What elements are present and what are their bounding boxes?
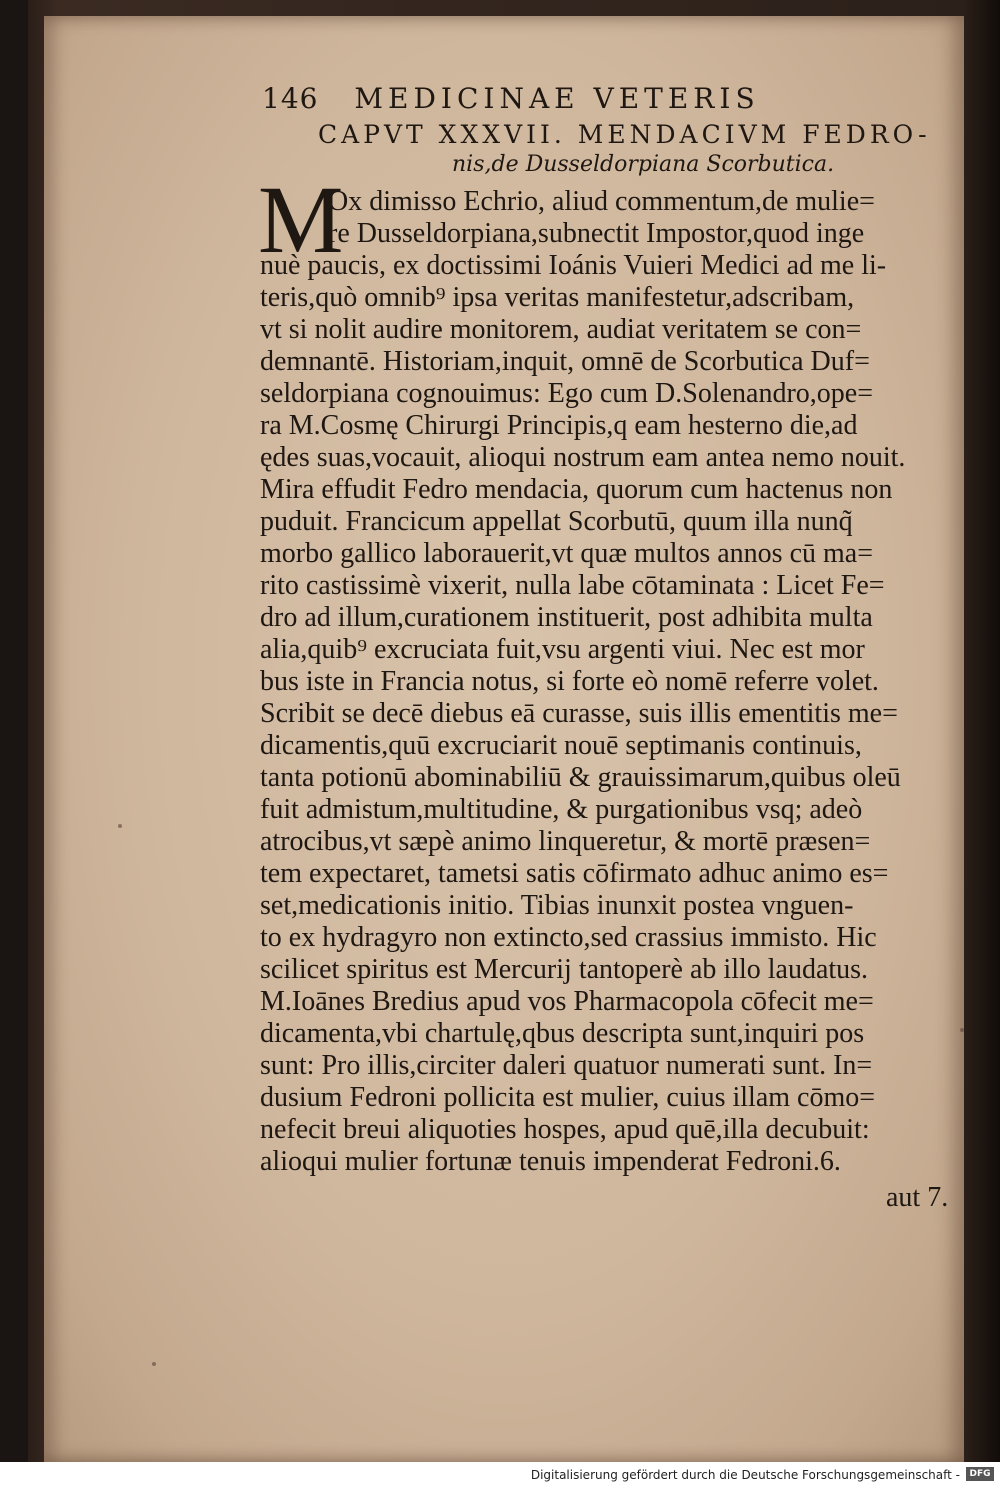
- text-line: set,medicationis initio. Tibias inunxit postea vnguen-: [260, 890, 854, 921]
- text-line: re Dusseldorpiana,subnectit Impostor,quod inge: [328, 218, 865, 249]
- text-line: alia,quib⁹ excruciata fuit,vsu argenti viui. Nec est mor: [260, 634, 865, 665]
- text-line: M.Ioānes Bredius apud vos Pharmacopola cōfecit me=: [260, 986, 874, 1017]
- page-number: 146: [262, 82, 319, 115]
- text-line: Ox dimisso Echrio, aliud commentum,de mulie=: [328, 186, 875, 217]
- last-line: aut 7.: [886, 1182, 949, 1213]
- paper-speck: [152, 1362, 156, 1366]
- text-line: Scribit se decē diebus eā curasse, suis illis ementitis me=: [260, 698, 898, 729]
- text-line: dicamenta,vbi chartulę,qbus descripta sunt,inquiri pos: [260, 1018, 865, 1049]
- dfg-logo: DFG: [966, 1467, 994, 1481]
- text-line: dro ad illum,curationem instituerit, post adhibita multa: [260, 602, 873, 633]
- chapter-title: CAPVT XXXVII. MENDACIVM FEDRO-: [318, 120, 931, 149]
- text-line: teris,quò omnib⁹ ipsa veritas manifestetur,adscribam,: [260, 282, 855, 313]
- text-line: morbo gallico laborauerit,vt quæ multos annos cū ma=: [260, 538, 874, 569]
- text-line: vt si nolit audire monitorem, audiat veritatem se con=: [260, 314, 862, 345]
- paper-speck: [118, 824, 122, 828]
- text-line: to ex hydragyro non extincto,sed crassius immisto. Hic: [260, 922, 877, 953]
- text-line: ędes suas,vocauit, alioqui nostrum eam antea nemo nouit.: [260, 442, 906, 473]
- text-line: atrocibus,vt sæpè animo linqueretur, & mortē præsen=: [260, 826, 871, 857]
- text-line: nuè paucis, ex doctissimi Ioánis Vuieri Medici ad me li-: [260, 250, 887, 281]
- text-line: dusium Fedroni pollicita est mulier, cuius illam cōmo=: [260, 1082, 876, 1113]
- text-line: fuit admistum,multitudine, & purgationibus vsq; adeò: [260, 794, 863, 825]
- text-line: tem expectaret, tametsi satis cōfirmato adhuc animo es=: [260, 858, 889, 889]
- footer-credit: Digitalisierung gefördert durch die Deutsche Forschungsgemeinschaft -: [530, 1468, 960, 1482]
- text-line: tanta potionū abominabiliū & grauissimarum,quibus oleū: [260, 762, 901, 793]
- text-line: ra M.Cosmę Chirurgi Principis,q eam hesterno die,ad: [260, 410, 858, 441]
- text-line: rito castissimè vixerit, nulla labe cōtaminata : Licet Fe=: [260, 570, 885, 601]
- footer-bar: [0, 1462, 1000, 1488]
- text-line: bus iste in Francia notus, si forte eò nomē referre volet.: [260, 666, 879, 697]
- text-line: nefecit breui aliquoties hospes, apud quē,illa decubuit:: [260, 1114, 870, 1145]
- paper-speck: [960, 1028, 964, 1032]
- chapter-subtitle: nis,de Dusseldorpiana Scorbutica.: [452, 152, 835, 177]
- text-line: dicamentis,quū excruciarit nouē septimanis continuis,: [260, 730, 862, 761]
- drop-capital: M: [258, 166, 344, 273]
- running-title: MEDICINAE VETERIS: [354, 82, 760, 115]
- text-line: scilicet spiritus est Mercurij tantoperè ab illo laudatus.: [260, 954, 869, 985]
- running-header: [262, 82, 862, 115]
- text-line: alioqui mulier fortunæ tenuis impenderat Fedroni.6.: [260, 1146, 841, 1177]
- text-line: seldorpiana cognouimus: Ego cum D.Solenandro,ope=: [260, 378, 874, 409]
- text-line: Mira effudit Fedro mendacia, quorum cum hactenus non: [260, 474, 893, 505]
- text-line: puduit. Francicum appellat Scorbutū, quum illa nunq̃: [260, 506, 853, 537]
- text-line: sunt: Pro illis,circiter daleri quatuor numerati sunt. In=: [260, 1050, 873, 1081]
- text-line: demnantē. Historiam,inquit, omnē de Scorbutica Duf=: [260, 346, 870, 377]
